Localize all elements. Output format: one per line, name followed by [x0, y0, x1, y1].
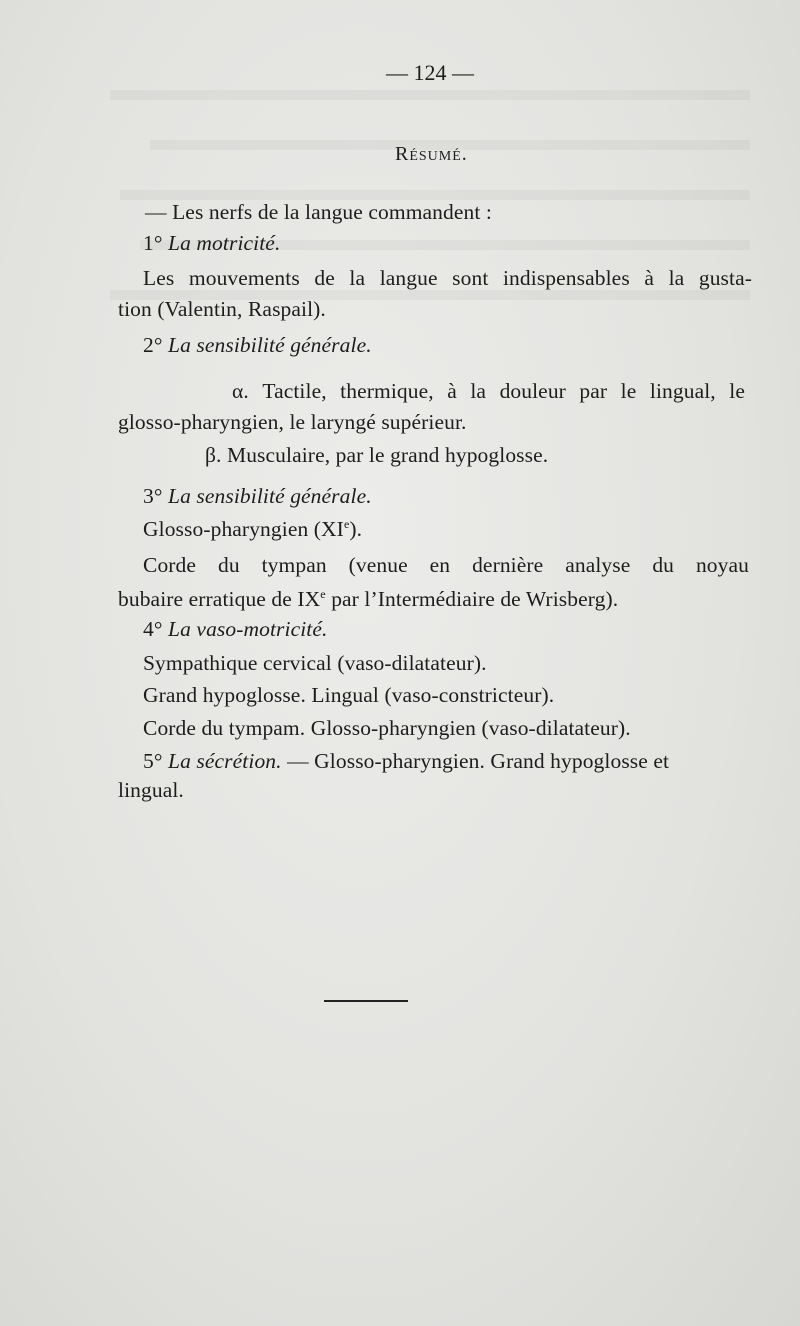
page-number: — 124 —	[386, 60, 474, 85]
item-1-text-line-1: Les mouvements de la langue sont indispensables à la gusta-	[143, 266, 752, 290]
intro-line: — Les nerfs de la langue commandent :	[145, 200, 492, 224]
item-5-line-1	[143, 749, 669, 774]
item-3-number: 3°	[143, 484, 163, 508]
item-1-title: La motricité.	[168, 231, 281, 255]
item-4-line-2: Grand hypoglosse. Lingual (vaso-constricteur).	[143, 683, 555, 707]
item-2-alpha-line-1: α. Tactile, thermique, à la douleur par le lingual, le	[232, 379, 745, 403]
item-2-number: 2°	[143, 333, 163, 357]
section-heading: Résumé.	[395, 143, 468, 165]
item-3-corde-sup: e	[320, 587, 326, 601]
item-3-corde-line-1: Corde du tympan (venue en dernière analyse du noyau	[143, 553, 749, 577]
item-3-corde-line-2	[118, 587, 618, 612]
item-1-text-line-2: tion (Valentin, Raspail).	[118, 297, 326, 321]
item-2-alpha-line-2: glosso-pharyngien, le laryngé supérieur.	[118, 410, 467, 434]
item-3-heading	[143, 484, 372, 509]
item-3-corde-text: bubaire erratique de IX	[118, 587, 321, 611]
item-2-beta-line: β. Musculaire, par le grand hypoglosse.	[205, 443, 549, 467]
item-4-title: La vaso-motricité.	[168, 617, 328, 641]
item-3-glosso-text: Glosso-pharyngien (XI	[143, 517, 344, 541]
item-3-glosso-sup: e	[343, 517, 350, 531]
item-3-corde-end: par l’Intermédiaire de Wrisberg).	[325, 587, 619, 611]
item-4-line-1: Sympathique cervical (vaso-dilatateur).	[143, 651, 487, 675]
item-5-line-2: lingual.	[118, 778, 184, 802]
item-5-title: La sécrétion.	[168, 749, 282, 773]
item-5-number: 5°	[143, 749, 163, 773]
item-2-title: La sensibilité générale.	[168, 333, 372, 357]
item-2-heading	[143, 333, 372, 358]
item-4-line-3: Corde du tympam. Glosso-pharyngien (vaso-dilatateur).	[143, 716, 631, 740]
item-1-number: 1°	[143, 231, 163, 255]
item-3-title: La sensibilité générale.	[168, 484, 372, 508]
item-4-number: 4°	[143, 617, 163, 641]
item-1-heading	[143, 231, 280, 256]
item-5-text: — Glosso-pharyngien. Grand hypoglosse et	[281, 749, 670, 773]
closing-rule	[324, 1000, 408, 1002]
item-4-heading	[143, 617, 328, 642]
item-3-glosso-line	[143, 517, 362, 542]
item-3-glosso-end: ).	[349, 517, 363, 541]
